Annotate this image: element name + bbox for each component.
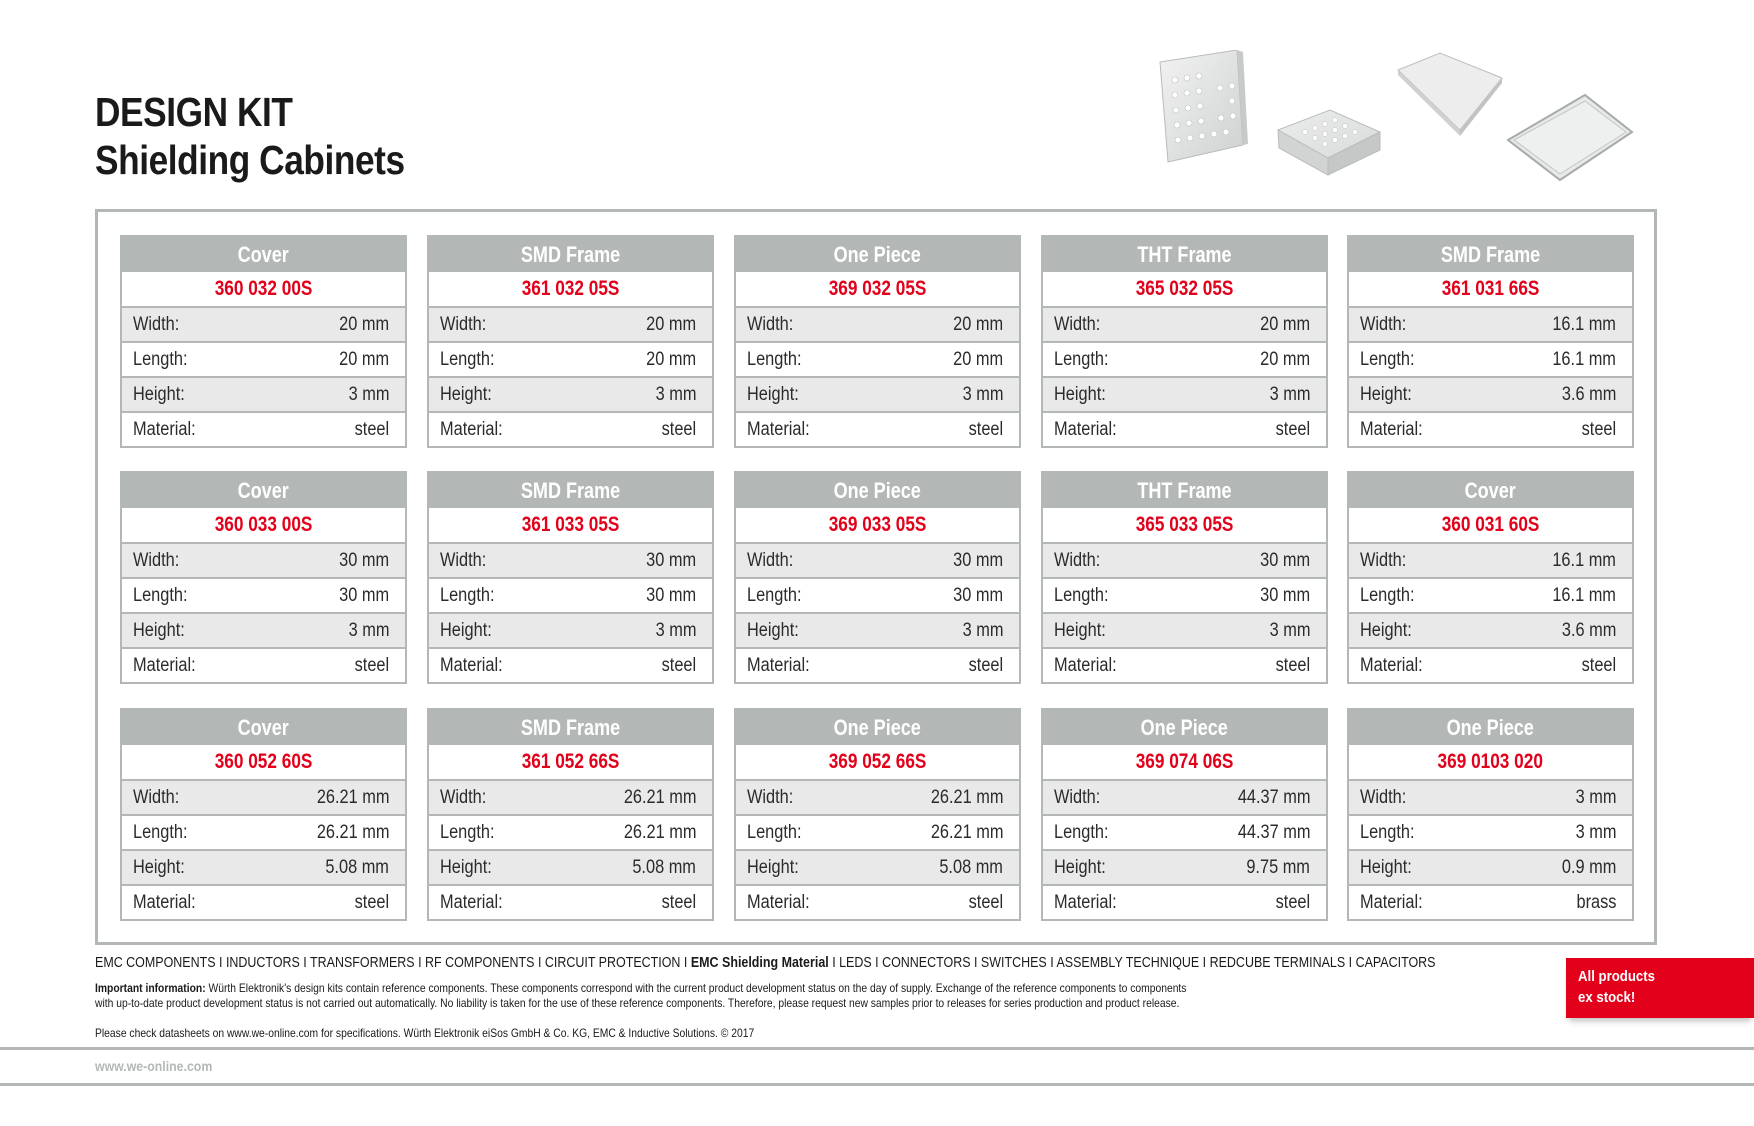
- spec-row-material: [1043, 411, 1326, 446]
- part-number-value: 360 033 00S: [214, 513, 313, 536]
- part-number-value: 365 032 05S: [1135, 277, 1234, 300]
- spec-value: steel: [1275, 654, 1310, 676]
- spec-label: Height:: [440, 856, 492, 878]
- spec-label: Height:: [440, 383, 492, 405]
- spec-label: Width:: [440, 313, 487, 335]
- spec-row-length: [429, 814, 712, 849]
- divider-top: [0, 1047, 1754, 1050]
- spec-label: Material:: [440, 654, 503, 676]
- spec-value: steel: [661, 418, 696, 440]
- spec-value: steel: [968, 654, 1003, 676]
- spec-row-height: [736, 376, 1019, 411]
- spec-row-material: [429, 647, 712, 682]
- spec-label: Width:: [1360, 549, 1407, 571]
- part-number-value: 360 052 60S: [214, 750, 313, 773]
- card-type: [122, 473, 405, 508]
- part-number: [1349, 508, 1632, 544]
- part-number: [1043, 508, 1326, 544]
- product-card: [1041, 235, 1328, 448]
- card-type: [736, 237, 1019, 272]
- spec-label: Height:: [1360, 619, 1412, 641]
- part-number: [429, 272, 712, 308]
- spec-row-height: [122, 376, 405, 411]
- spec-row-width: [736, 308, 1019, 341]
- part-number-value: 361 033 05S: [521, 513, 620, 536]
- spec-label: Length:: [1360, 348, 1415, 370]
- spec-label: Height:: [747, 619, 799, 641]
- part-number-value: 369 032 05S: [828, 277, 927, 300]
- spec-label: Material:: [1054, 891, 1117, 913]
- datasheet-note: Please check datasheets on www.we-online.com for specifications. Würth Elektronik eiSos GmbH & Co. KG, EMC & Inductive Solutions. © 2017: [95, 1026, 755, 1040]
- part-number: [1349, 745, 1632, 781]
- spec-value: 30 mm: [1260, 584, 1310, 606]
- spec-row-width: [122, 308, 405, 341]
- spec-row-width: [429, 308, 712, 341]
- spec-label: Material:: [440, 418, 503, 440]
- spec-row-length: [1043, 577, 1326, 612]
- spec-row-height: [1349, 849, 1632, 884]
- spec-value: 5.08 mm: [632, 856, 696, 878]
- spec-value: 20 mm: [339, 313, 389, 335]
- spec-label: Height:: [1054, 383, 1106, 405]
- card-type-label: Cover: [237, 715, 290, 740]
- spec-value: 20 mm: [646, 348, 696, 370]
- title-line-1: DESIGN KIT: [95, 89, 293, 135]
- spec-label: Material:: [440, 891, 503, 913]
- spec-value: 26.21 mm: [930, 786, 1003, 808]
- product-card: [427, 235, 714, 448]
- card-type-label: One Piece: [1140, 715, 1229, 740]
- spec-value: 3.6 mm: [1561, 619, 1616, 641]
- card-type: [1349, 473, 1632, 508]
- categories-highlight: EMC Shielding Material: [690, 955, 829, 971]
- part-number-value: 361 032 05S: [521, 277, 620, 300]
- spec-label: Length:: [440, 821, 495, 843]
- spec-label: Height:: [1054, 856, 1106, 878]
- part-number-value: 369 074 06S: [1135, 750, 1234, 773]
- shielding-cabinets-image: [1140, 50, 1660, 200]
- spec-row-length: [122, 341, 405, 376]
- page-title: [95, 88, 405, 184]
- card-type-label: One Piece: [1446, 715, 1535, 740]
- spec-label: Width:: [133, 313, 180, 335]
- part-number: [1043, 272, 1326, 308]
- spec-row-material: [1043, 647, 1326, 682]
- part-number: [736, 272, 1019, 308]
- part-number: [122, 272, 405, 308]
- spec-row-material: [736, 411, 1019, 446]
- spec-label: Height:: [747, 856, 799, 878]
- spec-value: 3 mm: [962, 619, 1003, 641]
- one-piece-photo-icon: [1398, 53, 1502, 136]
- spec-value: steel: [354, 891, 389, 913]
- spec-value: steel: [968, 418, 1003, 440]
- spec-label: Width:: [440, 786, 487, 808]
- spec-label: Material:: [1360, 654, 1423, 676]
- card-type: [1349, 237, 1632, 272]
- part-number: [736, 745, 1019, 781]
- card-type: [1043, 237, 1326, 272]
- card-type: [122, 237, 405, 272]
- spec-value: 3 mm: [348, 619, 389, 641]
- spec-value: 26.21 mm: [623, 786, 696, 808]
- spec-row-height: [122, 849, 405, 884]
- card-type-label: SMD Frame: [520, 242, 621, 267]
- spec-value: 30 mm: [953, 584, 1003, 606]
- spec-value: brass: [1576, 891, 1616, 913]
- card-type: [122, 710, 405, 745]
- spec-label: Length:: [133, 348, 188, 370]
- spec-row-length: [429, 577, 712, 612]
- spec-row-material: [736, 647, 1019, 682]
- spec-value: 30 mm: [339, 584, 389, 606]
- card-type-label: Cover: [237, 242, 290, 267]
- spec-value: steel: [968, 891, 1003, 913]
- spec-value: 16.1 mm: [1552, 549, 1616, 571]
- spec-row-height: [736, 612, 1019, 647]
- product-card: [734, 471, 1021, 684]
- spec-label: Length:: [747, 584, 802, 606]
- spec-row-height: [429, 849, 712, 884]
- spec-label: Length:: [1360, 584, 1415, 606]
- spec-row-material: [1349, 411, 1632, 446]
- spec-row-material: [122, 884, 405, 919]
- spec-row-material: [1349, 884, 1632, 919]
- spec-label: Length:: [1054, 348, 1109, 370]
- spec-value: 5.08 mm: [939, 856, 1003, 878]
- info-label: Important information:: [95, 981, 206, 995]
- part-number-value: 361 031 66S: [1441, 277, 1540, 300]
- card-type: [1043, 710, 1326, 745]
- tht-frame-photo-icon: [1508, 95, 1632, 180]
- spec-label: Material:: [133, 418, 196, 440]
- spec-label: Width:: [133, 786, 180, 808]
- spec-label: Height:: [133, 856, 185, 878]
- spec-value: 30 mm: [646, 549, 696, 571]
- spec-row-length: [1349, 341, 1632, 376]
- spec-row-width: [1043, 308, 1326, 341]
- spec-label: Length:: [440, 348, 495, 370]
- spec-value: steel: [661, 654, 696, 676]
- spec-row-material: [429, 411, 712, 446]
- spec-value: 30 mm: [646, 584, 696, 606]
- product-card: [120, 708, 407, 921]
- spec-value: 9.75 mm: [1246, 856, 1310, 878]
- important-information: [95, 981, 1299, 1011]
- spec-value: 3 mm: [962, 383, 1003, 405]
- spec-value: 3 mm: [1269, 383, 1310, 405]
- spec-label: Width:: [1054, 313, 1101, 335]
- spec-row-width: [1043, 544, 1326, 577]
- spec-value: 3 mm: [1269, 619, 1310, 641]
- divider-bottom: [0, 1083, 1754, 1086]
- spec-value: steel: [661, 891, 696, 913]
- spec-row-length: [736, 341, 1019, 376]
- info-line-1: Würth Elektronik's design kits contain reference components. These components correspond with the current product development status on the day of supply. Exchange of the reference components to components: [205, 981, 1187, 995]
- spec-label: Width:: [747, 313, 794, 335]
- spec-row-width: [1349, 544, 1632, 577]
- info-line-2: with up-to-date product development status is not carried out automatically. No liability is taken for the use of these reference components. Therefore, please request new samples prior to releases for series production and product release.: [95, 996, 1180, 1010]
- spec-row-width: [429, 544, 712, 577]
- card-type-label: One Piece: [833, 478, 922, 503]
- card-type-label: SMD Frame: [520, 715, 621, 740]
- spec-value: 3 mm: [655, 619, 696, 641]
- spec-label: Length:: [747, 348, 802, 370]
- spec-row-width: [736, 544, 1019, 577]
- spec-label: Length:: [133, 821, 188, 843]
- spec-label: Width:: [747, 786, 794, 808]
- categories-text: EMC COMPONENTS I INDUCTORS I TRANSFORMERS I RF COMPONENTS I CIRCUIT PROTECTION I: [95, 955, 691, 971]
- spec-row-material: [1349, 647, 1632, 682]
- card-type-label: SMD Frame: [520, 478, 621, 503]
- spec-label: Width:: [747, 549, 794, 571]
- spec-label: Material:: [1054, 654, 1117, 676]
- card-type-label: Cover: [1464, 478, 1517, 503]
- part-number: [429, 745, 712, 781]
- part-number-value: 369 033 05S: [828, 513, 927, 536]
- product-card: [120, 471, 407, 684]
- cover-photo-icon: [1160, 50, 1248, 162]
- badge-line-1: All products: [1578, 968, 1656, 985]
- spec-label: Material:: [1360, 891, 1423, 913]
- spec-value: 3.6 mm: [1561, 383, 1616, 405]
- spec-value: 16.1 mm: [1552, 584, 1616, 606]
- spec-label: Width:: [1360, 313, 1407, 335]
- part-number: [122, 745, 405, 781]
- spec-value: 26.21 mm: [623, 821, 696, 843]
- spec-label: Material:: [747, 418, 810, 440]
- spec-label: Height:: [133, 383, 185, 405]
- spec-value: 3 mm: [1575, 786, 1616, 808]
- spec-row-width: [122, 544, 405, 577]
- spec-row-length: [122, 814, 405, 849]
- spec-value: 44.37 mm: [1237, 821, 1310, 843]
- product-card: [1347, 708, 1634, 921]
- spec-value: 20 mm: [1260, 348, 1310, 370]
- spec-value: 0.9 mm: [1561, 856, 1616, 878]
- spec-label: Height:: [1054, 619, 1106, 641]
- spec-label: Width:: [1054, 549, 1101, 571]
- card-type: [429, 710, 712, 745]
- product-card: [1347, 235, 1634, 448]
- part-number-value: 360 031 60S: [1441, 513, 1540, 536]
- spec-value: 20 mm: [646, 313, 696, 335]
- spec-label: Width:: [1360, 786, 1407, 808]
- product-categories: [95, 955, 1435, 971]
- spec-row-length: [1349, 814, 1632, 849]
- card-type: [736, 473, 1019, 508]
- spec-row-material: [122, 411, 405, 446]
- card-type: [1043, 473, 1326, 508]
- spec-label: Material:: [747, 891, 810, 913]
- card-type-label: One Piece: [833, 242, 922, 267]
- spec-value: 20 mm: [1260, 313, 1310, 335]
- spec-label: Length:: [1054, 584, 1109, 606]
- spec-value: 20 mm: [953, 348, 1003, 370]
- spec-label: Material:: [133, 891, 196, 913]
- spec-row-height: [1043, 849, 1326, 884]
- spec-value: 30 mm: [953, 549, 1003, 571]
- product-photos: [1140, 50, 1660, 200]
- spec-row-height: [736, 849, 1019, 884]
- card-type-label: THT Frame: [1137, 242, 1232, 267]
- spec-label: Height:: [747, 383, 799, 405]
- spec-label: Length:: [1360, 821, 1415, 843]
- spec-value: 30 mm: [339, 549, 389, 571]
- spec-row-width: [1043, 781, 1326, 814]
- spec-row-height: [1349, 376, 1632, 411]
- spec-value: 16.1 mm: [1552, 348, 1616, 370]
- spec-label: Length:: [133, 584, 188, 606]
- smd-frame-photo-icon: [1278, 110, 1380, 175]
- ex-stock-badge: [1566, 958, 1754, 1018]
- card-type: [736, 710, 1019, 745]
- spec-value: steel: [1581, 654, 1616, 676]
- spec-label: Height:: [133, 619, 185, 641]
- spec-row-width: [122, 781, 405, 814]
- spec-label: Material:: [133, 654, 196, 676]
- spec-row-length: [736, 814, 1019, 849]
- product-card: [1041, 708, 1328, 921]
- spec-label: Width:: [440, 549, 487, 571]
- card-type-label: THT Frame: [1137, 478, 1232, 503]
- spec-label: Material:: [1360, 418, 1423, 440]
- spec-value: steel: [1275, 418, 1310, 440]
- spec-row-length: [736, 577, 1019, 612]
- spec-label: Material:: [1054, 418, 1117, 440]
- spec-row-material: [1043, 884, 1326, 919]
- part-number-value: 360 032 00S: [214, 277, 313, 300]
- spec-row-height: [1043, 376, 1326, 411]
- part-number-value: 369 0103 020: [1437, 750, 1544, 773]
- spec-value: 44.37 mm: [1237, 786, 1310, 808]
- spec-label: Width:: [1054, 786, 1101, 808]
- spec-row-material: [429, 884, 712, 919]
- spec-label: Material:: [747, 654, 810, 676]
- spec-value: 30 mm: [1260, 549, 1310, 571]
- badge-line-2: ex stock!: [1578, 989, 1636, 1006]
- spec-row-height: [122, 612, 405, 647]
- part-number-value: 365 033 05S: [1135, 513, 1234, 536]
- spec-row-width: [736, 781, 1019, 814]
- website-link[interactable]: www.we-online.com: [95, 1058, 213, 1074]
- spec-row-length: [1043, 341, 1326, 376]
- spec-value: steel: [354, 418, 389, 440]
- spec-row-length: [429, 341, 712, 376]
- spec-value: 5.08 mm: [325, 856, 389, 878]
- spec-row-length: [122, 577, 405, 612]
- spec-value: 3 mm: [1575, 821, 1616, 843]
- spec-value: 20 mm: [953, 313, 1003, 335]
- spec-row-length: [1349, 577, 1632, 612]
- product-card: [427, 708, 714, 921]
- spec-row-width: [429, 781, 712, 814]
- spec-row-height: [429, 612, 712, 647]
- product-card: [734, 235, 1021, 448]
- product-card: [1347, 471, 1634, 684]
- spec-label: Width:: [133, 549, 180, 571]
- title-line-2: Shielding Cabinets: [95, 137, 405, 183]
- product-card: [120, 235, 407, 448]
- card-type: [429, 237, 712, 272]
- card-type: [1349, 710, 1632, 745]
- spec-value: steel: [354, 654, 389, 676]
- spec-row-height: [429, 376, 712, 411]
- spec-row-length: [1043, 814, 1326, 849]
- card-type: [429, 473, 712, 508]
- spec-value: 26.21 mm: [316, 786, 389, 808]
- part-number: [1349, 272, 1632, 308]
- spec-value: 26.21 mm: [316, 821, 389, 843]
- spec-row-height: [1043, 612, 1326, 647]
- spec-label: Height:: [440, 619, 492, 641]
- part-number-value: 369 052 66S: [828, 750, 927, 773]
- spec-value: steel: [1581, 418, 1616, 440]
- card-type-label: Cover: [237, 478, 290, 503]
- spec-row-width: [1349, 781, 1632, 814]
- product-card: [427, 471, 714, 684]
- product-card: [1041, 471, 1328, 684]
- spec-label: Height:: [1360, 856, 1412, 878]
- spec-row-height: [1349, 612, 1632, 647]
- spec-row-width: [1349, 308, 1632, 341]
- categories-text-after: I LEDS I CONNECTORS I SWITCHES I ASSEMBLY TECHNIQUE I REDCUBE TERMINALS I CAPACITORS: [828, 955, 1436, 971]
- product-card: [734, 708, 1021, 921]
- spec-label: Height:: [1360, 383, 1412, 405]
- spec-value: 26.21 mm: [930, 821, 1003, 843]
- part-number: [429, 508, 712, 544]
- part-number: [122, 508, 405, 544]
- spec-value: steel: [1275, 891, 1310, 913]
- card-type-label: SMD Frame: [1440, 242, 1541, 267]
- spec-value: 3 mm: [655, 383, 696, 405]
- part-number: [736, 508, 1019, 544]
- spec-label: Length:: [747, 821, 802, 843]
- part-number-value: 361 052 66S: [521, 750, 620, 773]
- spec-value: 20 mm: [339, 348, 389, 370]
- spec-value: 3 mm: [348, 383, 389, 405]
- spec-label: Length:: [440, 584, 495, 606]
- spec-value: 16.1 mm: [1552, 313, 1616, 335]
- card-type-label: One Piece: [833, 715, 922, 740]
- spec-row-material: [122, 647, 405, 682]
- spec-row-material: [736, 884, 1019, 919]
- spec-label: Length:: [1054, 821, 1109, 843]
- part-number: [1043, 745, 1326, 781]
